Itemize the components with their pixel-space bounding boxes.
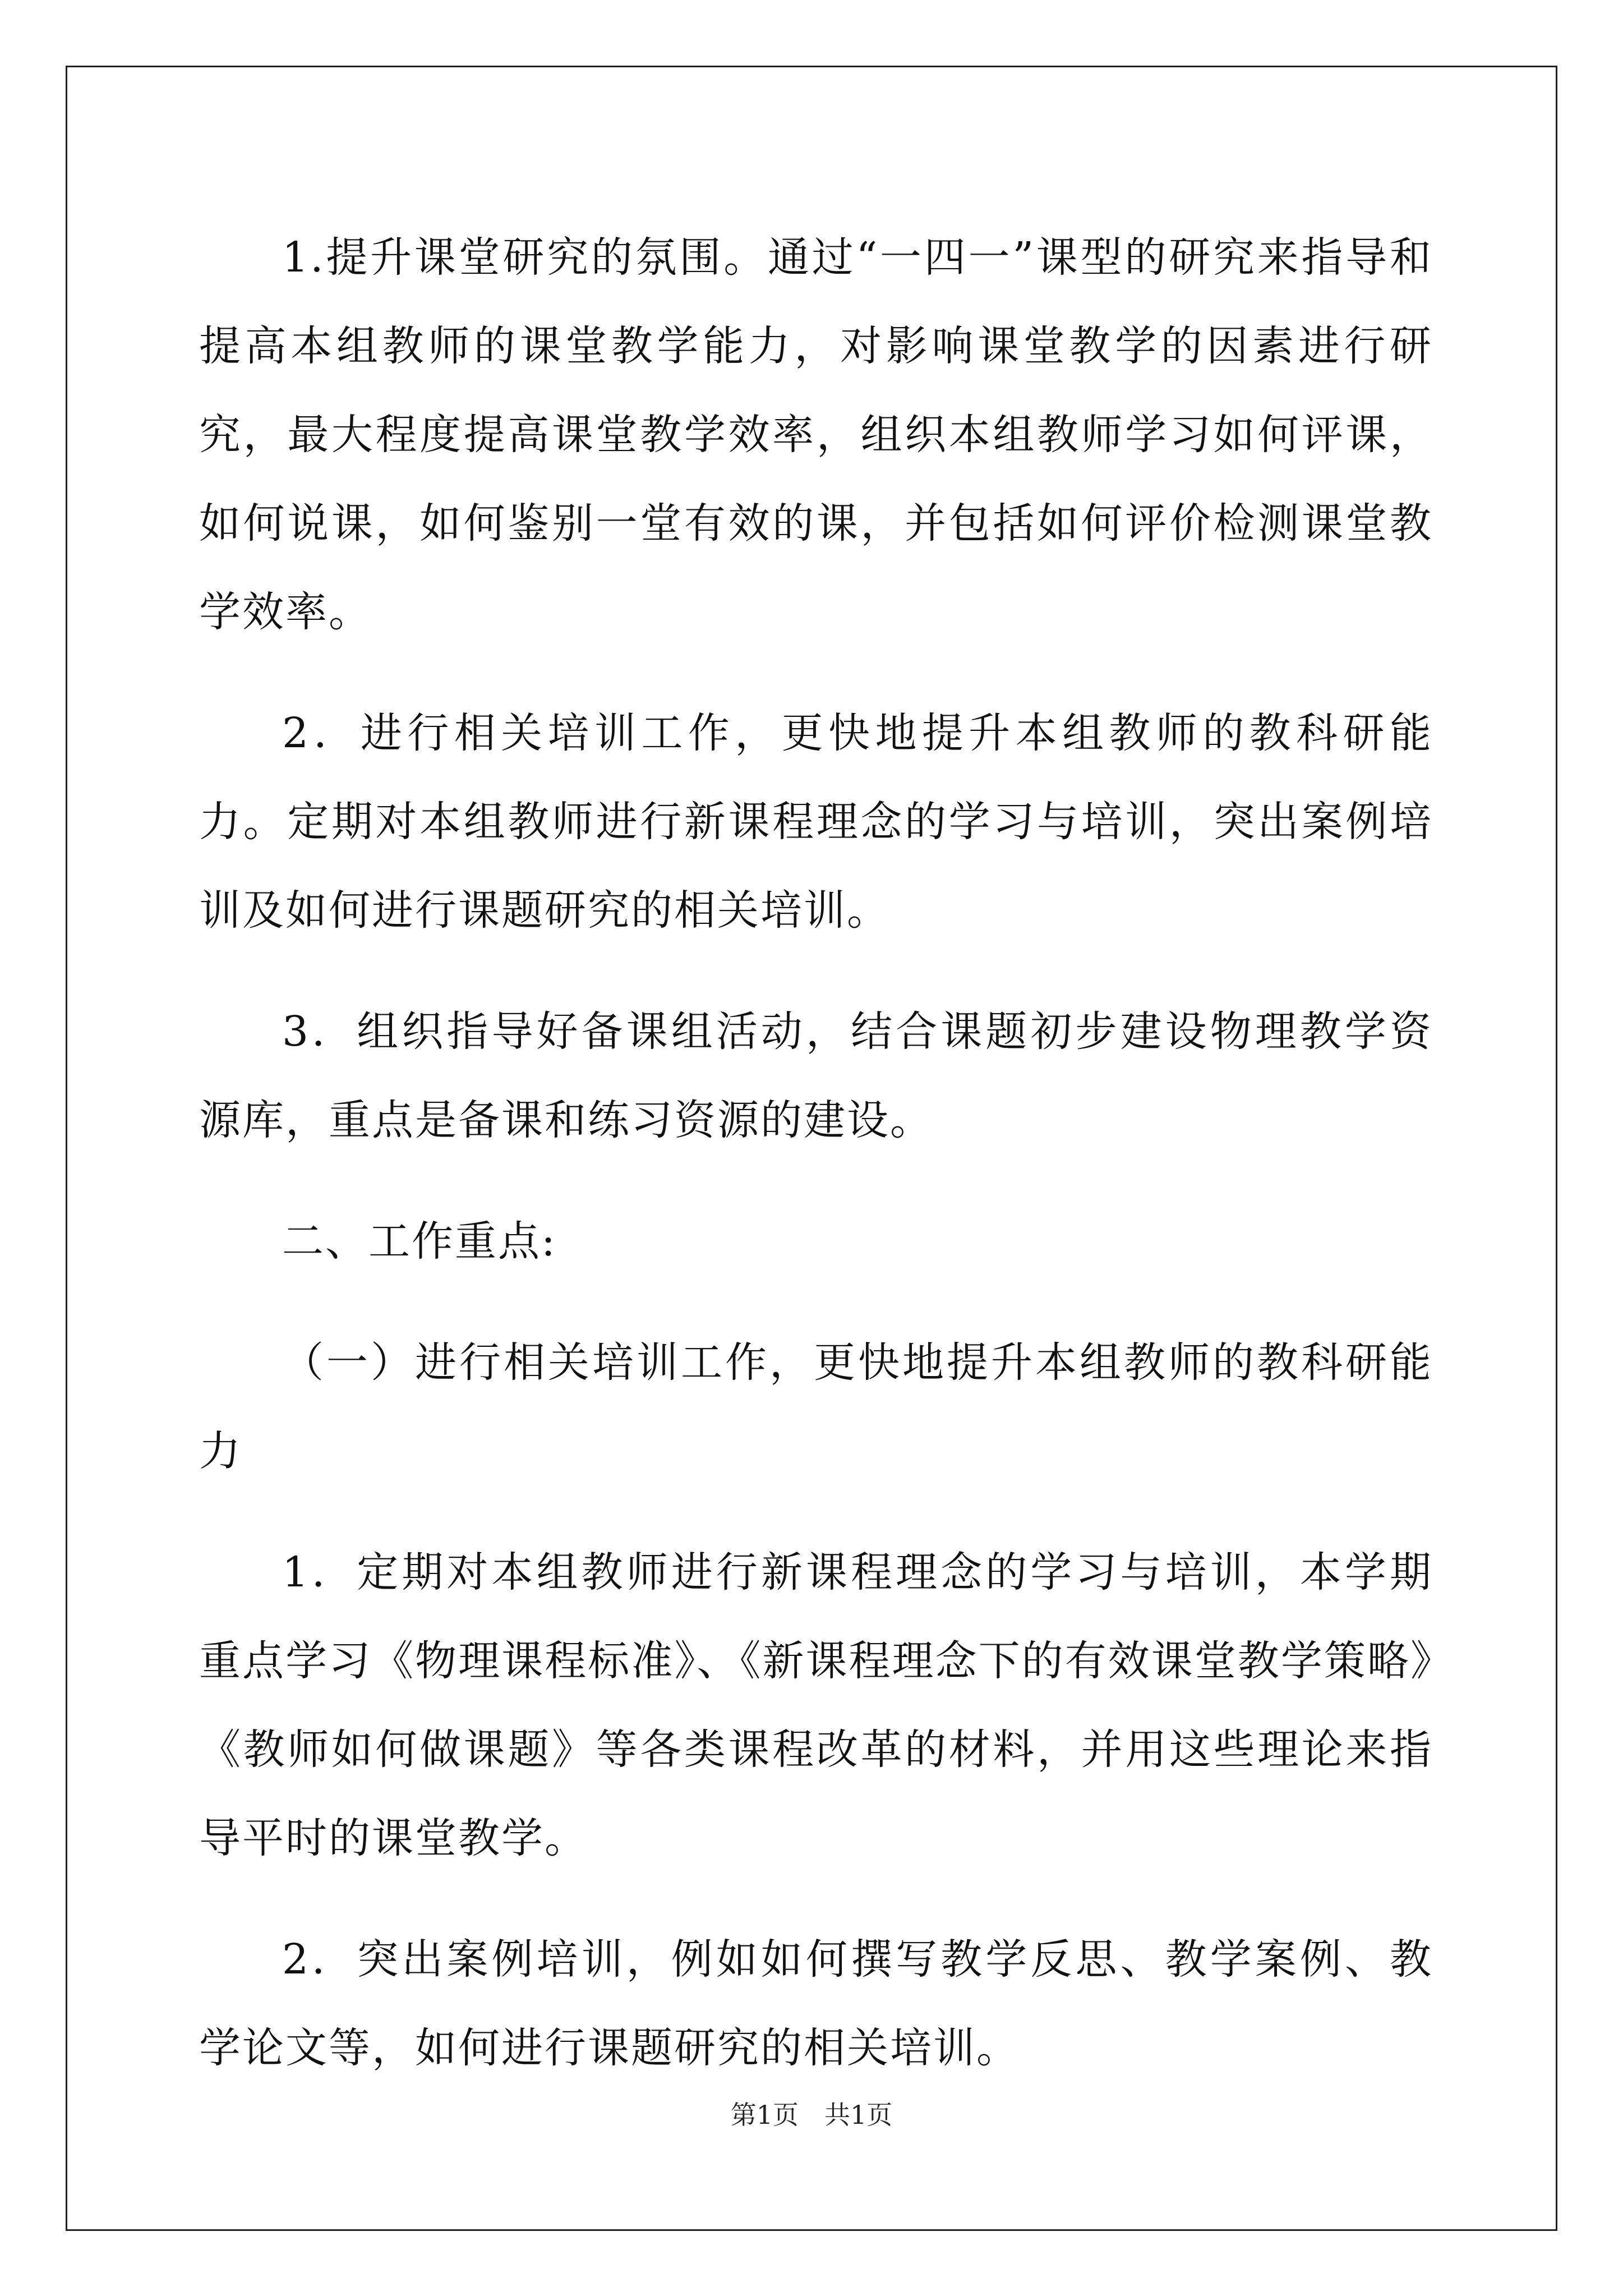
subsection-heading: （一）进行相关培训工作，更快地提升本组教师的教科研能力: [199, 1338, 1433, 1475]
paragraph: 3．组织指导好备课组活动，结合课题初步建设物理教学资源库，重点是备课和练习资源的建设。: [199, 1007, 1433, 1144]
paragraph: 2．进行相关培训工作，更快地提升本组教师的教科研能力。定期对本组教师进行新课程理念的学习与培训，突出案例培训及如何进行课题研究的相关培训。: [199, 709, 1433, 935]
page-total: 共1页: [824, 2100, 893, 2130]
paragraph: 2．突出案例培训，例如如何撰写教学反思、教学案例、教学论文等，如何进行课题研究的相关培训。: [199, 1935, 1433, 2072]
paragraph: 1．定期对本组教师进行新课程理念的学习与培训，本学期重点学习《物理课程标准》、《新课程理念下的有效课堂教学策略》《教师如何做课题》等各类课程改革的材料，并用这些理论来指导平时的课堂教学。: [199, 1548, 1433, 1862]
paragraph: 1.提升课堂研究的氛围。通过“一四一”课型的研究来指导和提高本组教师的课堂教学能力，对影响课堂教学的因素进行研究，最大程度提高课堂教学效率，组织本组教师学习如何评课，如何说课，如何鉴别一堂有效的课，并包括如何评价检测课堂教学效率。: [199, 233, 1433, 636]
page-number: 第1页: [730, 2100, 799, 2130]
page-footer: [0, 2098, 1623, 2132]
document-body: [199, 213, 1433, 2092]
section-heading: 二、工作重点:: [282, 1217, 557, 1266]
